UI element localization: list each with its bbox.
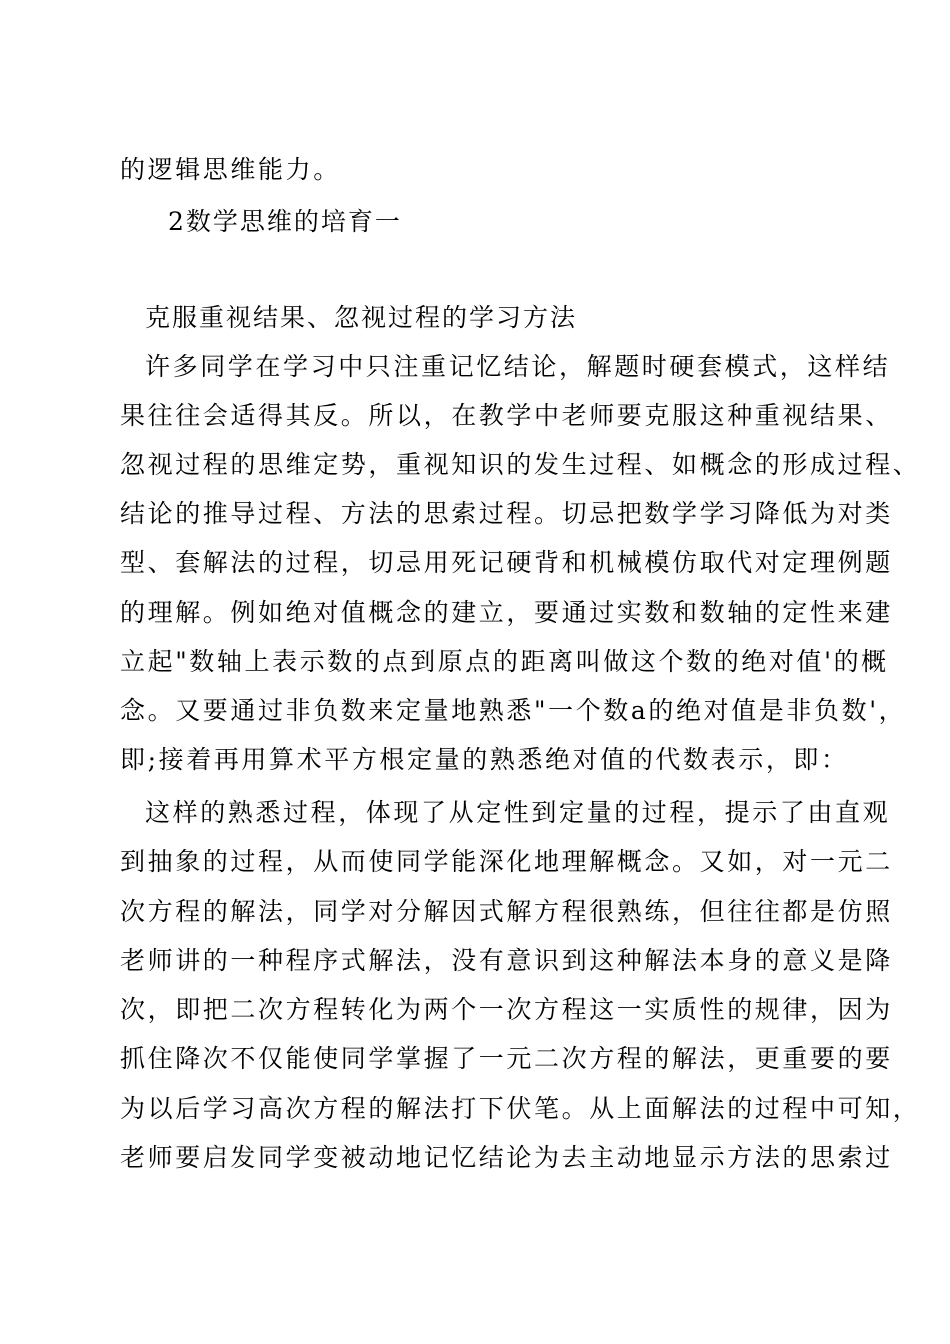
paragraph-line: 次方程的解法，同学对分解因式解方程很熟练，但往往都是仿照 (120, 897, 893, 926)
paragraph-line: 立起"数轴上表示数的点到原点的距离叫做这个数的绝对值'的概 (120, 647, 889, 676)
paragraph-line: 为以后学习高次方程的解法打下伏笔。从上面解法的过程中可知， (120, 1094, 921, 1123)
paragraph-line: 许多同学在学习中只注重记忆结论，解题时硬套模式，这样结 (145, 352, 891, 381)
section-heading: 2数学思维的培育一 (168, 207, 402, 236)
paragraph-line: 果往往会适得其反。所以，在教学中老师要克服这种重视结果、 (120, 401, 893, 430)
paragraph-line: 型、套解法的过程，切忌用死记硬背和机械模仿取代对定理例题 (120, 548, 893, 577)
paragraph-line: 老师要启发同学变被动地记忆结论为去主动地显示方法的思索过 (120, 1143, 893, 1172)
text-line: 的逻辑思维能力。 (120, 155, 341, 184)
paragraph-line: 的理解。例如绝对值概念的建立，要通过实数和数轴的定性来建 (120, 598, 893, 627)
paragraph-line: 结论的推导过程、方法的思索过程。切忌把数学学习降低为对类 (120, 499, 893, 528)
paragraph-line: 念。又要通过非负数来定量地熟悉"一个数a的绝对值是非负数'， (120, 696, 907, 725)
paragraph-line: 忽视过程的思维定势，重视知识的发生过程、如概念的形成过程、 (120, 450, 921, 479)
subsection-heading: 克服重视结果、忽视过程的学习方法 (145, 303, 578, 332)
paragraph-line: 即;接着再用算术平方根定量的熟悉绝对值的代数表示，即： (120, 745, 849, 774)
paragraph-line: 这样的熟悉过程，体现了从定性到定量的过程，提示了由直观 (145, 798, 891, 827)
paragraph-line: 到抽象的过程，从而使同学能深化地理解概念。又如，对一元二 (120, 847, 893, 876)
paragraph-line: 老师讲的一种程序式解法，没有意识到这种解法本身的意义是降 (120, 946, 893, 975)
paragraph-line: 次，即把二次方程转化为两个一次方程这一实质性的规律，因为 (120, 995, 893, 1024)
paragraph-line: 抓住降次不仅能使同学掌握了一元二次方程的解法，更重要的要 (120, 1044, 893, 1073)
